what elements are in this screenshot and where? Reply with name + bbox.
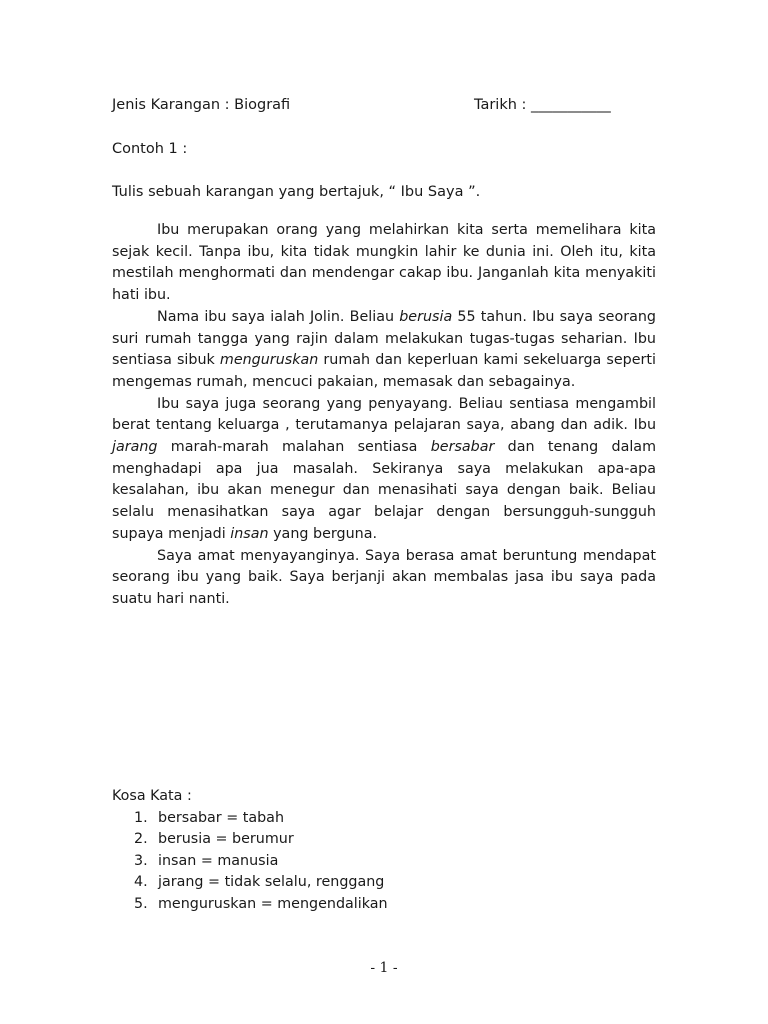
list-item-number: 5. (134, 895, 148, 912)
list-item-text: berusia = berumur (158, 831, 294, 848)
page-number: - 1 - (370, 960, 398, 976)
example-label: Contoh 1 : (112, 141, 188, 157)
list-item (112, 872, 388, 894)
vocabulary-title: Kosa Kata : (112, 788, 192, 804)
list-item (112, 829, 388, 851)
essay-body (112, 220, 656, 611)
list-item-text: insan = manusia (158, 852, 279, 869)
list-item (112, 808, 388, 830)
paragraph-2-text-b: 55 tahun. Ibu saya seorang suri rumah tangga yang rajin dalam melakukan tugas-tugas seharian. Ibu sentiasa sibuk (112, 308, 656, 369)
paragraph-2 (112, 307, 656, 394)
list-item-number: 2. (134, 831, 148, 848)
list-item-text: menguruskan = mengendalikan (158, 895, 388, 912)
paragraph-1: Ibu merupakan orang yang melahirkan kita serta memelihara kita sejak kecil. Tanpa ibu, kita tidak mungkin lahir ke dunia ini. Oleh itu, kita mestilah menghormati dan mendengar cakap ibu. Janganlah kita menyakiti hati ibu. (112, 222, 656, 304)
date-label: Tarikh : ___________ (474, 97, 611, 113)
paragraph-2-text-c: rumah dan keperluan kami sekeluarga seperti mengemas rumah, mencuci pakaian, memasak dan sebagainya. (112, 352, 656, 390)
paragraph-2-text-a: Nama ibu saya ialah Jolin. Beliau (157, 308, 400, 325)
vocab-word-bersabar: bersabar (430, 439, 495, 456)
list-item-number: 3. (134, 852, 148, 869)
essay-type-label: Jenis Karangan : Biografi (112, 97, 291, 113)
vocab-word-insan: insan (230, 525, 269, 542)
paragraph-3-text-c: dan tenang dalam menghadapi apa jua masalah. Sekiranya saya melakukan apa-apa kesalahan, ibu akan menegur dan menasihati saya dengan baik. Beliau selalu menasihatkan saya agar belajar dengan bersungguh-sungguh supaya menjadi (112, 439, 656, 542)
list-item-number: 1. (134, 809, 148, 826)
list-item-text: bersabar = tabah (158, 809, 285, 826)
vocab-word-menguruskan: menguruskan (219, 352, 319, 369)
list-item (112, 851, 388, 873)
list-item-text: jarang = tidak selalu, renggang (158, 874, 385, 891)
list-item (112, 894, 388, 916)
vocab-word-jarang: jarang (112, 439, 158, 456)
essay-instruction: Tulis sebuah karangan yang bertajuk, “ Ibu Saya ”. (112, 184, 481, 200)
paragraph-3-text-a: Ibu saya juga seorang yang penyayang. Beliau sentiasa mengambil berat tentang keluarga , terutamanya pelajaran saya, abang dan adik. Ibu (112, 395, 656, 434)
vocabulary-list (112, 808, 388, 916)
vocab-word-berusia: berusia (399, 308, 453, 325)
paragraph-3-text-b: marah-marah malahan sentiasa (157, 439, 431, 456)
paragraph-3-text-d: yang berguna. (268, 525, 377, 542)
paragraph-3 (112, 394, 656, 546)
paragraph-4: Saya amat menyayanginya. Saya berasa amat beruntung mendapat seorang ibu yang baik. Saya berjanji akan membalas jasa ibu saya pada suatu hari nanti. (112, 547, 656, 607)
list-item-number: 4. (134, 874, 148, 891)
vocabulary-section (112, 786, 388, 916)
